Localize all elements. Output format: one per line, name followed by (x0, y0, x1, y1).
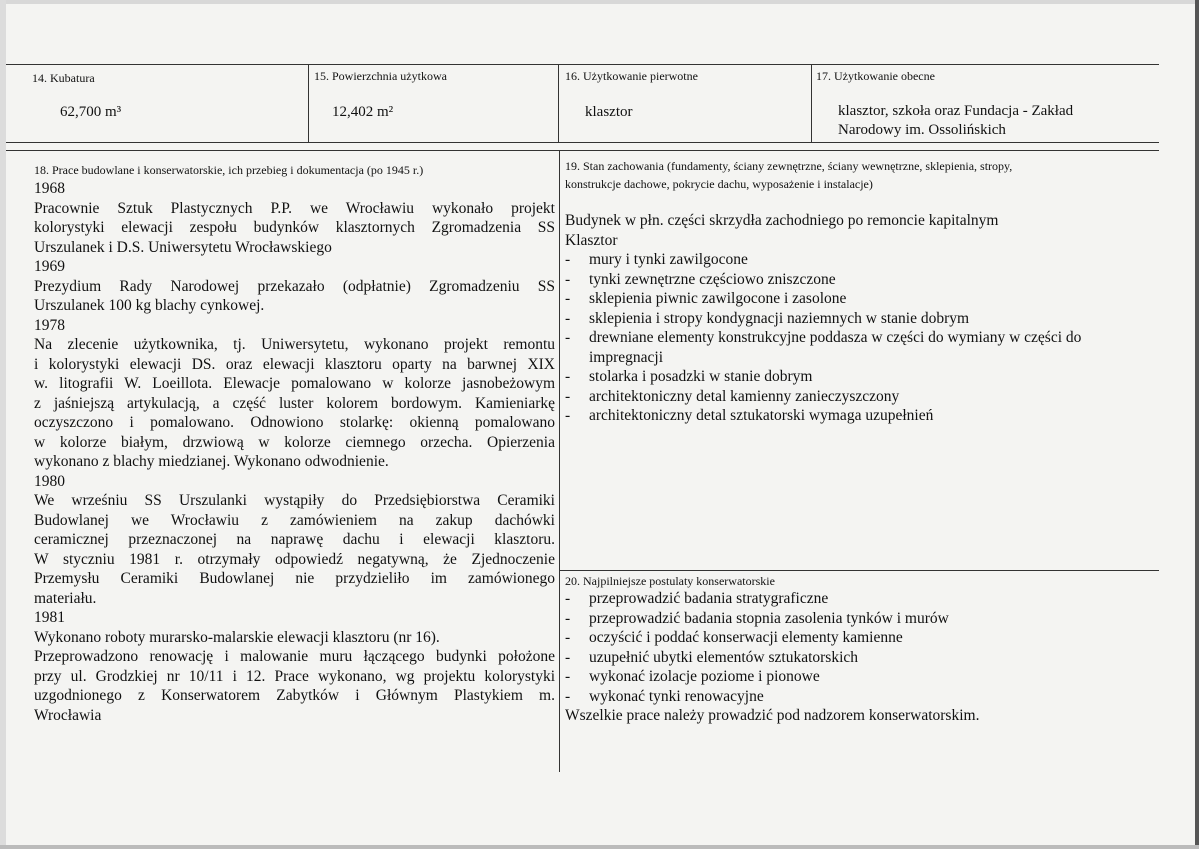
field-16-label: 16. Użytkowanie pierwotne (565, 69, 698, 83)
field-17-value-line-2: Narodowy im. Ossolińskich (838, 122, 1006, 138)
s18-line: z jaśniejszą artykulacją, a część luster kolorem bordowym. Kamieniarkę (34, 394, 555, 412)
s18-line: Pracownie Sztuk Plastycznych P.P. we Wrocławiu wykonało projekt (34, 199, 555, 217)
s20-closing: Wszelkie prace należy prowadzić pod nadzorem konserwatorskim. (565, 707, 980, 724)
s18-line: Budowlanej we Wrocławiu z zamówieniem na zakup dachówki (34, 511, 555, 529)
s19-intro: Budynek w płn. części skrzydła zachodniego po remoncie kapitalnym (565, 212, 999, 229)
list-item: - uzupełnić ubytki elementów sztukatorskich (565, 648, 859, 666)
list-item: - przeprowadzić badania stopnia zasolenia tynków i murów (565, 609, 949, 627)
section-18-label: 18. Prace budowlane i konserwatorskie, ich przebieg i dokumentacja (po 1945 r.) (34, 163, 424, 177)
field-15-value: 12,402 m² (332, 104, 394, 120)
s18-line: uzgodnionego z Konserwatorem Zabytków i Głównym Plastykiem m. (34, 687, 555, 704)
s18-line: Przeprowadzono renowację i malowanie muru łączącego budynki położone (34, 648, 555, 665)
col-divider-main (559, 150, 560, 772)
s18-line: We wrześniu SS Urszulanki wystąpiły do Przedsiębiorstwa Ceramiki (34, 492, 555, 509)
scan-edge-top (0, 0, 1199, 4)
s18-line: i kolorystyki elewacji DS. oraz elewacji klasztoru oparty na barwnej XIX (34, 355, 555, 373)
list-item-continuation: impregnacji (589, 348, 664, 366)
s18-line: W styczniu 1981 r. otrzymały odpowiedź negatywną, że Zjednoczenie (34, 550, 555, 568)
col-divider-2 (558, 64, 559, 142)
s18-line: materiału. (34, 589, 97, 607)
col-divider-1 (308, 64, 309, 142)
s18-line: 1969 (34, 258, 65, 275)
row-divider (6, 142, 1159, 143)
s18-line: wykonano z blachy miedzianej. Wykonano odwodnienie. (34, 453, 389, 470)
s19-subhead: Klasztor (565, 231, 618, 249)
row-divider-2 (6, 150, 1159, 151)
section-20-divider (560, 570, 1159, 571)
s18-line: w. litografii W. Loeillota. Elewacje pomalowano w kolorze jasnobeżowym (34, 375, 555, 392)
scan-edge-right (1195, 0, 1199, 849)
s18-line: Wykonano roboty murarsko-malarskie elewacji klasztoru (nr 16). (34, 628, 440, 646)
table-top-rule (6, 64, 1159, 65)
list-item: - stolarka i posadzki w stanie dobrym (565, 368, 813, 385)
s18-line: Urszulanek 100 kg blachy cynkowej. (34, 297, 265, 314)
s18-line: w kolorze białym, drzwiową w kolorze ciemnego orzecha. Opierzenia (34, 433, 555, 451)
field-16-value: klasztor (585, 104, 633, 120)
field-15-label: 15. Powierzchnia użytkowa (314, 69, 447, 83)
s18-line: Urszulanek i D.S. Uniwersytetu Wrocławskiego (34, 238, 332, 256)
list-item: - sklepienia piwnic zawilgocone i zasolone (565, 290, 847, 307)
section-20-label: 20. Najpilniejsze postulaty konserwatorskie (565, 574, 775, 588)
s18-line: Na zlecenie użytkownika, tj. Uniwersytetu, wykonano projekt remontu (34, 336, 555, 353)
section-18-text (34, 179, 555, 725)
s18-line: 1968 (34, 180, 65, 197)
field-17-value-line-1: klasztor, szkoła oraz Fundacja - Zakład (838, 103, 1074, 119)
field-17-label: 17. Użytkowanie obecne (816, 69, 935, 83)
field-14-value: 62,700 m³ (60, 104, 122, 120)
list-item: - sklepienia i stropy kondygnacji naziemnych w stanie dobrym (565, 309, 970, 327)
list-item: - wykonać tynki renowacyjne (565, 687, 764, 705)
list-item: - architektoniczny detal kamienny zanieczyszczony (565, 387, 900, 405)
s18-line: oczyszczono i pomalowano. Odnowiono stolarkę: okienną pomalowano (34, 414, 555, 431)
scan-edge-left (0, 0, 6, 849)
s18-line: 1981 (34, 609, 65, 626)
list-item: - tynki zewnętrzne częściowo zniszczone (565, 270, 836, 288)
list-item: - mury i tynki zawilgocone (565, 251, 748, 268)
scan-edge-bottom (0, 845, 1199, 849)
section-19-list (565, 211, 1145, 426)
s18-line: Wrocławia (34, 706, 102, 724)
field-14-label: 14. Kubatura (32, 71, 95, 85)
s18-line: 1978 (34, 316, 65, 334)
s18-line: 1980 (34, 472, 65, 490)
s18-line: Przemysłu Ceramiki Budowlanej nie przydzieliło im zamówionego (34, 570, 555, 587)
list-item: - drewniane elementy konstrukcyjne poddasza w części do wymiany w części do (565, 329, 1082, 346)
section-19-label-line-2: konstrukcje dachowe, pokrycie dachu, wyposażenie i instalacje) (565, 177, 873, 191)
list-item: - przeprowadzić badania stratygraficzne (565, 590, 829, 607)
list-item: - oczyścić i poddać konserwacji elementy kamienne (565, 629, 903, 646)
s18-line: kolorystyki elewacji zespołu budynków klasztornych Zgromadzenia SS (34, 219, 555, 236)
col-divider-3 (811, 64, 812, 142)
section-19-label-line-1: 19. Stan zachowania (fundamenty, ściany zewnętrzne, ściany wewnętrzne, sklepienia, stropy, (565, 159, 1013, 173)
list-item: - architektoniczny detal sztukatorski wymaga uzupełnień (565, 407, 934, 424)
list-item: - wykonać izolacje poziome i pionowe (565, 668, 820, 685)
s18-line: przy ul. Grodzkiej nr 10/11 i 12. Prace wykonano, wg projektu kolorystyki (34, 667, 555, 685)
section-20-list (565, 589, 1145, 726)
s18-line: Prezydium Rady Narodowej przekazało (odpłatnie) Zgromadzeniu SS (34, 277, 555, 295)
s18-line: ceramicznej przeznaczonej na naprawę dachu i elewacji klasztoru. (34, 531, 555, 548)
